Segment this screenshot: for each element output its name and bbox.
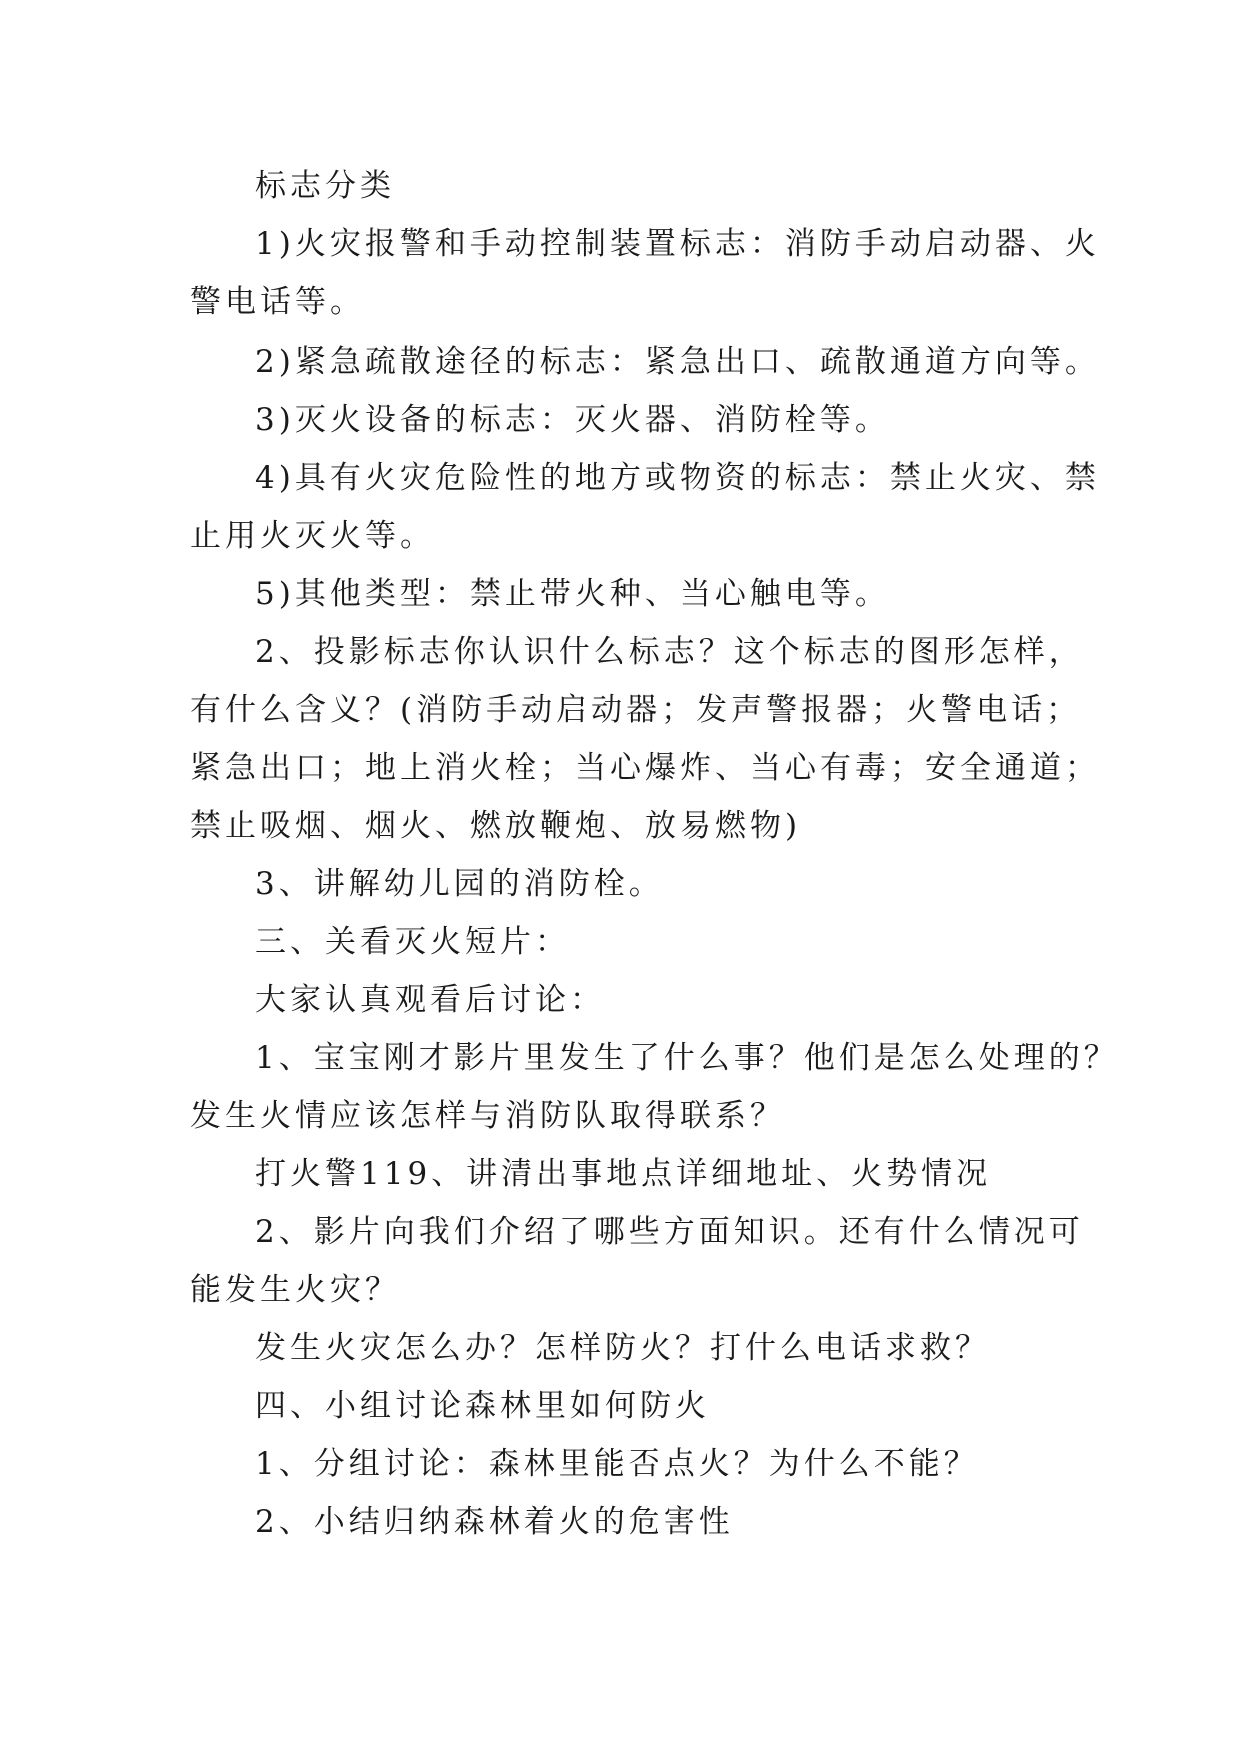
paragraph-line: 警电话等。: [190, 284, 365, 320]
paragraph-line: 打火警119、讲清出事地点详细地址、火势情况: [255, 1156, 992, 1192]
paragraph-line: 紧急出口；地上消火栓；当心爆炸、当心有毒；安全通道；: [190, 750, 1100, 786]
paragraph-line: 1、分组讨论：森林里能否点火？为什么不能？: [255, 1446, 979, 1482]
paragraph-line: 大家认真观看后讨论：: [255, 982, 605, 1018]
paragraph-line: 5)其他类型：禁止带火种、当心触电等。: [255, 576, 890, 612]
paragraph-line: 2、投影标志你认识什么标志？这个标志的图形怎样，: [255, 634, 1084, 670]
paragraph-line: 有什么含义？(消防手动启动器；发声警报器；火警电话；: [190, 692, 1082, 728]
paragraph-line: 2、小结归纳森林着火的危害性: [255, 1504, 734, 1540]
paragraph-line: 能发生火灾？: [190, 1272, 400, 1308]
paragraph-line: 1、宝宝刚才影片里发生了什么事？他们是怎么处理的？: [255, 1040, 1119, 1076]
paragraph-line: 发生火情应该怎样与消防队取得联系？: [190, 1098, 785, 1134]
section-heading-three: 三、关看灭火短片：: [255, 924, 570, 960]
paragraph-line: 止用火灭火等。: [190, 518, 435, 554]
paragraph-line: 2、影片向我们介绍了哪些方面知识。还有什么情况可: [255, 1214, 1084, 1250]
paragraph-line: 4)具有火灾危险性的地方或物资的标志：禁止火灾、禁: [255, 460, 1100, 496]
paragraph-line: 禁止吸烟、烟火、燃放鞭炮、放易燃物): [190, 808, 802, 844]
paragraph-line: 2)紧急疏散途径的标志：紧急出口、疏散通道方向等。: [255, 344, 1100, 380]
paragraph-line: 1)火灾报警和手动控制装置标志：消防手动启动器、火: [255, 226, 1100, 262]
section-heading-sign-categories: 标志分类: [255, 168, 395, 204]
paragraph-line: 3)灭火设备的标志：灭火器、消防栓等。: [255, 402, 890, 438]
paragraph-line: 发生火灾怎么办？怎样防火？打什么电话求救？: [255, 1330, 990, 1366]
paragraph-line: 3、讲解幼儿园的消防栓。: [255, 866, 664, 902]
section-heading-four: 四、小组讨论森林里如何防火: [255, 1388, 710, 1424]
